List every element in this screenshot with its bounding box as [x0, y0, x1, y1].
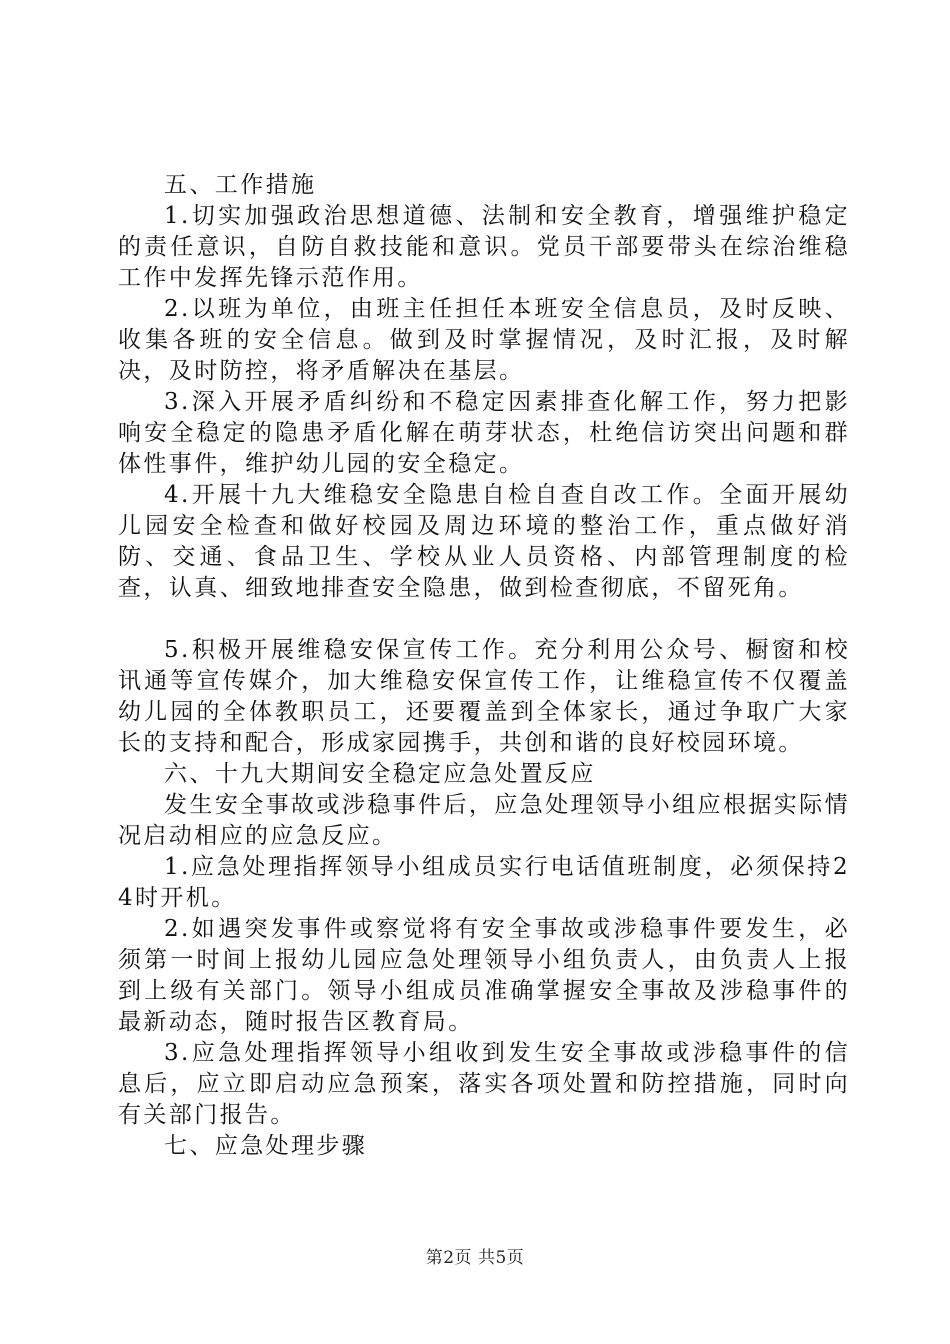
paragraph-measure-4: 4.开展十九大维稳安全隐患自检自查自改工作。全面开展幼儿园安全检查和做好校园及周边环境的整治工作，重点做好消防、交通、食品卫生、学校从业人员资格、内部管理制度的检查，认真、细致地排查安全隐患，做到检查彻底，不留死角。: [118, 482, 850, 601]
paragraph-emergency-3: 3.应急处理指挥领导小组收到发生安全事故或涉稳事件的信息后，应立即启动应急预案，落实各项处置和防控措施，同时向有关部门报告。: [118, 1040, 850, 1128]
paragraph-measure-3: 3.深入开展矛盾纠纷和不稳定因素排查化解工作，努力把影响安全稳定的隐患矛盾化解在萌芽状态，杜绝信访突出问题和群体性事件，维护幼儿园的安全稳定。: [118, 389, 850, 477]
paragraph-emergency-1: 1.应急处理指挥领导小组成员实行电话值班制度，必须保持24时开机。: [118, 854, 850, 911]
section-heading-seven: 七、应急处理步骤: [164, 1133, 368, 1159]
document-body: [118, 170, 850, 1162]
paragraph-emergency-intro: 发生安全事故或涉稳事件后，应急处理领导小组应根据实际情况启动相应的应急反应。: [118, 792, 850, 849]
paragraph-measure-5: 5.积极开展维稳安保宣传工作。充分利用公众号、橱窗和校讯通等宣传媒介，加大维稳安保宣传工作，让维稳宣传不仅覆盖幼儿园的全体教职员工，还要覆盖到全体家长，通过争取广大家长的支持和配合，形成家园携手，共创和谐的良好校园环境。: [118, 637, 850, 756]
section-heading-six: 六、十九大期间安全稳定应急处置反应: [164, 761, 596, 787]
paragraph-measure-2: 2.以班为单位，由班主任担任本班安全信息员，及时反映、收集各班的安全信息。做到及时掌握情况，及时汇报，及时解决，及时防控，将矛盾解决在基层。: [118, 296, 850, 384]
paragraph-emergency-2: 2.如遇突发事件或察觉将有安全事故或涉稳事件要发生，必须第一时间上报幼儿园应急处理领导小组负责人，由负责人上报到上级有关部门。领导小组成员准确掌握安全事故及涉稳事件的最新动态，随时报告区教育局。: [118, 916, 850, 1035]
section-heading-five: 五、工作措施: [164, 172, 317, 198]
paragraph-measure-1: 1.切实加强政治思想道德、法制和安全教育，增强维护稳定的责任意识，自防自救技能和意识。党员干部要带头在综治维稳工作中发挥先锋示范作用。: [118, 203, 850, 291]
page-number-footer: 第2页 共5页: [425, 1248, 525, 1268]
